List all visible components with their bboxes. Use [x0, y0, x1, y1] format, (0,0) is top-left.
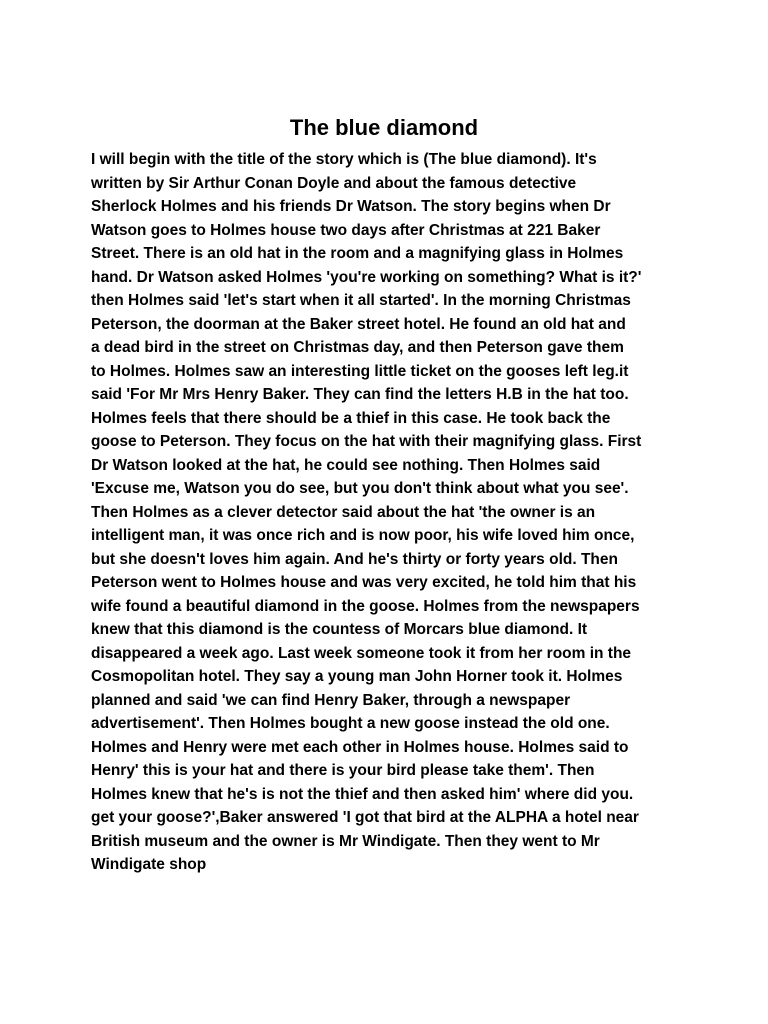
body-line: Peterson, the doorman at the Baker street hotel. He found an old hat and: [91, 315, 626, 333]
body-line: Holmes and Henry were met each other in Holmes house. Holmes said to: [91, 738, 629, 756]
body-line: to Holmes. Holmes saw an interesting little ticket on the gooses left leg.it: [91, 362, 629, 380]
body-line: said 'For Mr Mrs Henry Baker. They can find the letters H.B in the hat too.: [91, 386, 629, 403]
body-line: get your goose?',Baker answered 'I got that bird at the ALPHA a hotel near: [91, 809, 639, 826]
body-line: disappeared a week ago. Last week someone took it from her room in the: [91, 644, 632, 662]
body-line: Cosmopolitan hotel. They say a young man John Horner took it. Holmes: [91, 668, 623, 685]
body-line: hand. Dr Watson asked Holmes 'you're working on something? What is it?': [91, 268, 642, 286]
body-line: intelligent man, it was once rich and is now poor, his wife loved him once,: [91, 527, 635, 544]
body-line: knew that this diamond is the countess of Morcars blue diamond. It: [91, 621, 588, 638]
body-line: written by Sir Arthur Conan Doyle and about the famous detective: [91, 174, 577, 192]
body-line: Holmes feels that there should be a thief in this case. He took back the: [91, 409, 611, 427]
body-line: then Holmes said 'let's start when it all started'. In the morning Christmas: [91, 292, 631, 309]
body-line: but she doesn't loves him again. And he's thirty or forty years old. Then: [91, 550, 618, 568]
body-line: Dr Watson looked at the hat, he could see nothing. Then Holmes said: [91, 456, 601, 474]
body-line: Holmes knew that he's is not the thief and then asked him' where did you.: [91, 785, 634, 803]
body-line: I will begin with the title of the story which is (The blue diamond). It's: [91, 151, 597, 168]
document-title: The blue diamond: [289, 115, 479, 140]
body-line: advertisement'. Then Holmes bought a new goose instead the old one.: [91, 715, 610, 732]
body-line: Henry' this is your hat and there is your bird please take them'. Then: [91, 762, 595, 779]
body-line: Street. There is an old hat in the room and a magnifying glass in Holmes: [91, 245, 624, 262]
body-line: Sherlock Holmes and his friends Dr Watson. The story begins when Dr: [91, 198, 611, 215]
body-line: Watson goes to Holmes house two days after Christmas at 221 Baker: [91, 221, 601, 239]
body-line: Peterson went to Holmes house and was very excited, he told him that his: [91, 574, 637, 591]
document-body: [91, 148, 711, 877]
body-line: Then Holmes as a clever detector said about the hat 'the owner is an: [91, 503, 596, 521]
body-line: British museum and the owner is Mr Windigate. Then they went to Mr: [91, 832, 600, 850]
body-line: goose to Peterson. They focus on the hat with their magnifying glass. First: [91, 433, 642, 450]
body-line: Windigate shop: [91, 856, 207, 873]
body-line: planned and said 'we can find Henry Baker, through a newspaper: [91, 691, 571, 709]
body-line: 'Excuse me, Watson you do see, but you don't think about what you see'.: [91, 480, 629, 497]
body-line: wife found a beautiful diamond in the goose. Holmes from the newspapers: [91, 597, 640, 615]
body-line: a dead bird in the street on Christmas day, and then Peterson gave them: [91, 339, 624, 356]
